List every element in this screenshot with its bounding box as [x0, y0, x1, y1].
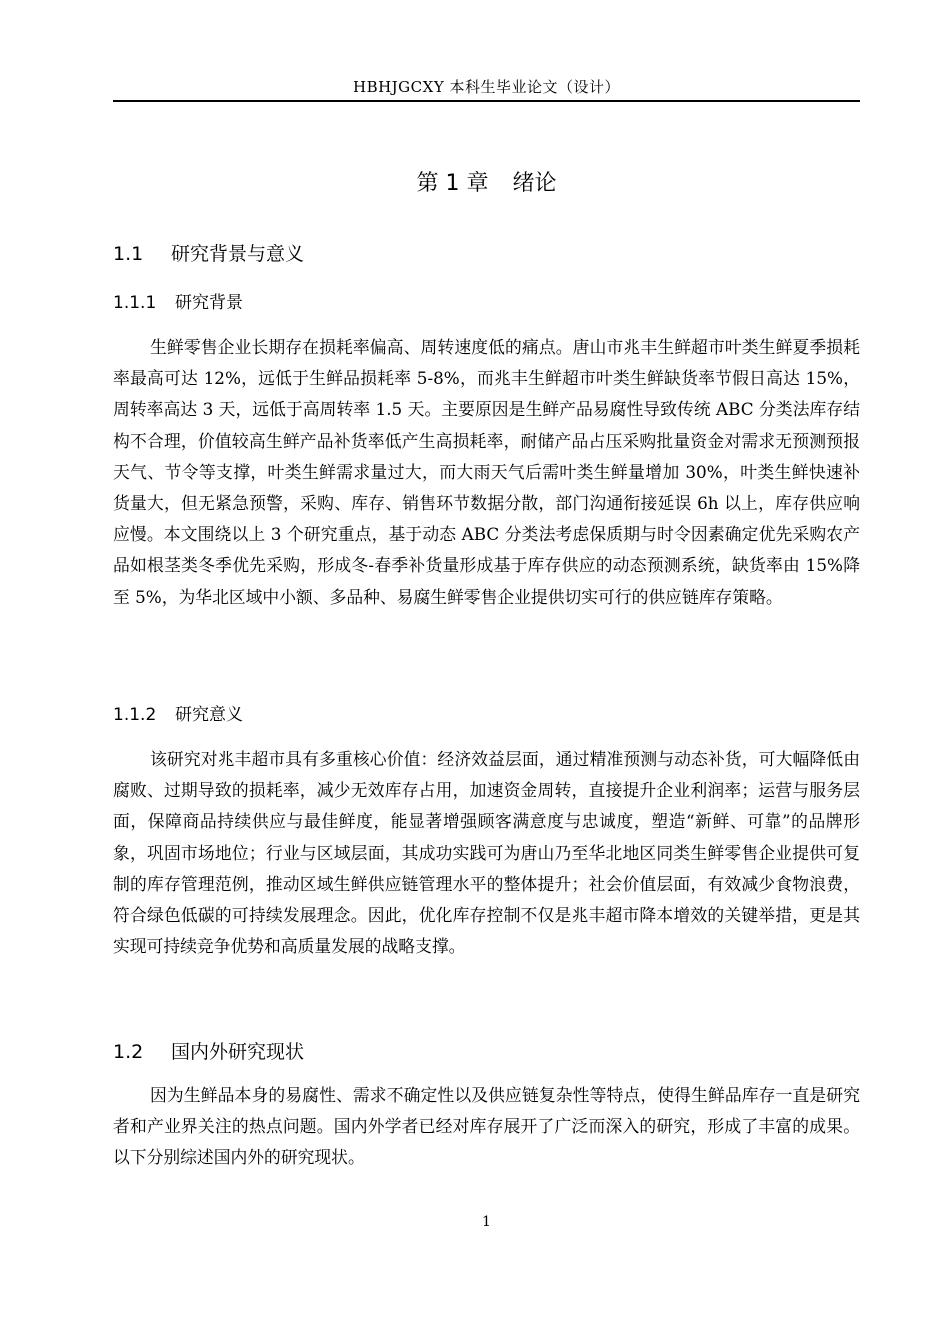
subsection-number: 1.1.2	[113, 705, 157, 725]
section-title: 国内外研究现状	[171, 1041, 305, 1063]
page-number: 1	[482, 1214, 491, 1230]
chapter-name: 绪论	[512, 171, 557, 196]
chapter-title	[113, 168, 860, 200]
subsection-heading-1-1-2	[113, 702, 243, 728]
running-header: HBHJGCXY 本科生毕业论文（设计）	[352, 78, 620, 96]
section-number: 1.2	[113, 1041, 144, 1063]
paragraph-research-significance: 该研究对兆丰超市具有多重核心价值：经济效益层面，通过精准预测与动态补货，可大幅降低由腐败、过期导致的损耗率，减少无效库存占用，加速资金周转，直接提升企业利润率；运营与服务层面，保障商品持续供应与最佳鲜度，能显著增强顾客满意度与忠诚度，塑造“新鲜、可靠”的品牌形象，巩固市场地位；行业与区域层面，其成功实践可为唐山乃至华北地区同类生鲜零售企业提供可复制的库存管理范例，推动区域生鲜供应链管理水平的整体提升；社会价值层面，有效减少食物浪费，符合绿色低碳的可持续发展理念。因此，优化库存控制不仅是兆丰超市降本增效的关键举措，更是其实现可持续竞争优势和高质量发展的战略支撑。	[113, 749, 860, 957]
subsection-number: 1.1.1	[113, 293, 157, 313]
subsection-title: 研究意义	[175, 705, 243, 725]
chapter-number: 第 1 章	[416, 171, 489, 196]
section-heading-1-1	[113, 240, 304, 268]
section-heading-1-2	[113, 1038, 304, 1066]
subsection-heading-1-1-1	[113, 290, 243, 316]
subsection-title: 研究背景	[175, 293, 243, 313]
paragraph-research-background: 生鲜零售企业长期存在损耗率偏高、周转速度低的痛点。唐山市兆丰生鲜超市叶类生鲜夏季损耗率最高可达 12%，远低于生鲜品损耗率 5-8%，而兆丰生鲜超市叶类生鲜缺货率节假日高达 15%，周转率高达 3 天，远低于高周转率 1.5 天。主要原因是生鲜产品易腐性导致传统 ABC 分类法库存结构不合理，价值较高生鲜产品补货率低产生高损耗率，耐储产品占压采购批量资金对需求无预测预报天气、节令等支撑，叶类生鲜需求量过大，而大雨天气后需叶类生鲜量增加 30%，叶类生鲜快速补货量大，但无紧急预警，采购、库存、销售环节数据分散，部门沟通衔接延误 6h 以上，库存供应响应慢。本文围绕以上 3 个研究重点，基于动态 ABC 分类法考虑保质期与时令因素确定优先采购农产品如根茎类冬季优先采购，形成冬-春季补货量形成基于库存供应的动态预测系统，缺货率由 15%降至 5%，为华北区域中小额、多品种、易腐生鲜零售企业提供切实可行的供应链库存策略。	[113, 337, 860, 607]
section-title: 研究背景与意义	[171, 243, 305, 265]
section-number: 1.1	[113, 243, 144, 265]
paragraph-research-status: 因为生鲜品本身的易腐性、需求不确定性以及供应链复杂性等特点，使得生鲜品库存一直是研究者和产业界关注的热点问题。国内外学者已经对库存展开了广泛而深入的研究，形成了丰富的成果。以下分别综述国内外的研究现状。	[113, 1085, 860, 1168]
header-rule	[113, 100, 860, 102]
